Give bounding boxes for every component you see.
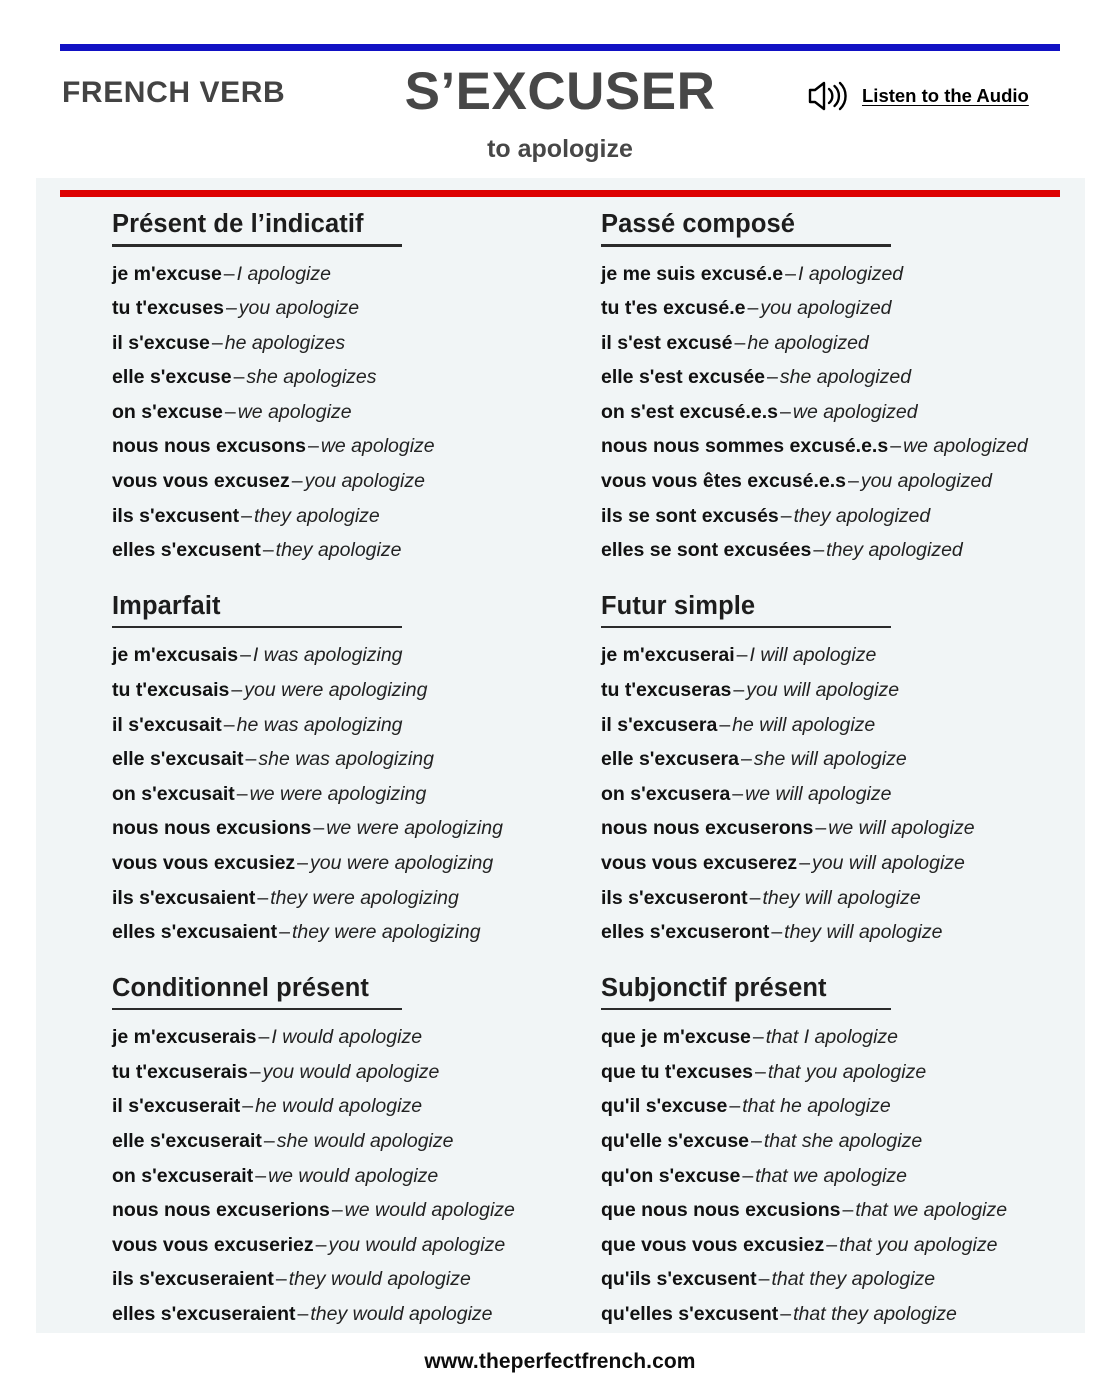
conjugation-row [601, 811, 1085, 846]
separator-dash: – [240, 644, 251, 667]
french-form: tu t'excuserais [112, 1060, 248, 1083]
english-translation: we were apologizing [326, 817, 503, 840]
english-translation: I will apologize [749, 644, 877, 667]
french-form: qu'elles s'excusent [601, 1302, 779, 1325]
english-translation: we will apologize [745, 782, 892, 805]
section-subjonctif-present [601, 972, 1085, 1332]
french-form: ils se sont excusés [601, 504, 779, 527]
separator-dash: – [224, 400, 236, 423]
french-form: tu t'excusais [112, 678, 230, 701]
conjugation-row [601, 429, 1085, 464]
section-title: Imparfait [112, 591, 221, 620]
separator-dash: – [241, 504, 252, 527]
conjugation-row [112, 257, 541, 292]
conjugation-row [112, 673, 541, 708]
section-underline [601, 244, 891, 247]
separator-dash: – [263, 1129, 275, 1152]
section-title: Subjonctif présent [601, 973, 827, 1002]
french-form: on s'est excusé.e.s [601, 400, 778, 423]
separator-dash: – [767, 366, 778, 389]
english-translation: they will apologize [762, 886, 921, 909]
separator-dash: – [799, 851, 811, 874]
conjugation-row [601, 1055, 1085, 1090]
separator-dash: – [785, 262, 796, 285]
separator-dash: – [813, 539, 825, 562]
conjugation-row [112, 708, 541, 743]
section-imparfait [112, 590, 541, 950]
french-form: ils s'excusaient [112, 886, 256, 909]
english-translation: you would apologize [328, 1233, 506, 1256]
page-footer [0, 1333, 1120, 1400]
english-translation: you will apologize [746, 678, 900, 701]
english-translation: you will apologize [812, 851, 965, 874]
separator-dash: – [313, 817, 325, 840]
conjugation-list [112, 638, 541, 949]
separator-dash: – [233, 366, 245, 389]
separator-dash: – [262, 539, 274, 562]
separator-dash: – [315, 1233, 327, 1256]
english-translation: you were apologizing [244, 678, 428, 701]
conjugation-row [601, 742, 1085, 777]
conjugation-list [112, 1020, 541, 1331]
english-translation: she would apologize [276, 1129, 454, 1152]
separator-dash: – [742, 1164, 754, 1187]
english-translation: that we apologize [855, 1199, 1008, 1222]
french-form: elles s'excuseraient [112, 1302, 296, 1325]
section-underline [601, 1008, 891, 1011]
conjugation-row [601, 846, 1085, 881]
section-title: Conditionnel présent [112, 973, 369, 1002]
separator-dash: – [780, 400, 791, 423]
french-form: nous nous excusons [112, 435, 306, 458]
separator-dash: – [225, 297, 237, 320]
french-form: vous vous êtes excusé.e.s [601, 470, 846, 493]
conjugation-row [112, 846, 541, 881]
separator-dash: – [297, 851, 309, 874]
english-translation: that I apologize [765, 1026, 899, 1049]
separator-dash: – [755, 1060, 766, 1083]
conjugation-row [112, 464, 541, 499]
french-form: vous vous excusez [112, 470, 290, 493]
page-header [0, 0, 1120, 178]
conjugation-row [112, 1020, 541, 1055]
section-present-de-l-indicatif [112, 208, 541, 568]
conjugation-row [601, 1089, 1085, 1124]
separator-dash: – [741, 748, 752, 771]
separator-dash: – [733, 678, 745, 701]
separator-dash: – [815, 817, 827, 840]
english-translation: they would apologize [310, 1302, 493, 1325]
french-form: elle s'excusera [601, 748, 739, 771]
english-translation: she was apologizing [258, 748, 434, 771]
french-form: que je m'excuse [601, 1026, 751, 1049]
french-form: elle s'est excusée [601, 366, 766, 389]
english-translation: she apologizes [246, 366, 377, 389]
conjugation-columns [36, 208, 1085, 1352]
site-url: www.theperfectfrench.com [424, 1350, 696, 1373]
conjugation-row [112, 1297, 541, 1332]
french-form: que vous vous excusiez [601, 1233, 825, 1256]
english-translation: they were apologizing [291, 921, 481, 944]
english-translation: they apologize [275, 539, 402, 562]
conjugation-row [112, 1159, 541, 1194]
english-translation: we would apologize [344, 1199, 515, 1222]
english-translation: they will apologize [784, 921, 943, 944]
french-form: qu'ils s'excusent [601, 1268, 757, 1291]
english-translation: that you apologize [767, 1060, 927, 1083]
right-column [541, 208, 1085, 1352]
english-translation: that she apologize [763, 1129, 923, 1152]
conjugation-row [112, 429, 541, 464]
conjugation-panel [36, 178, 1085, 1333]
conjugation-row [112, 499, 541, 534]
french-form: il s'excusera [601, 713, 718, 736]
english-translation: we would apologize [268, 1164, 439, 1187]
conjugation-row [112, 395, 541, 430]
separator-dash: – [732, 782, 744, 805]
french-form: je m'excusais [112, 644, 239, 667]
english-translation: he will apologize [732, 713, 876, 736]
conjugation-list [601, 257, 1085, 568]
separator-dash: – [771, 921, 783, 944]
conjugation-row [601, 777, 1085, 812]
conjugation-row [112, 1089, 541, 1124]
french-form: on s'excuse [112, 400, 223, 423]
english-translation: you apologize [304, 470, 425, 493]
french-form: il s'excuse [112, 331, 210, 354]
english-translation: you apologize [238, 297, 360, 320]
speaker-icon [808, 78, 850, 114]
english-translation: we apologize [237, 400, 352, 423]
french-form: qu'il s'excuse [601, 1095, 728, 1118]
english-translation: that you apologize [839, 1233, 998, 1256]
english-translation: we apologize [320, 435, 435, 458]
conjugation-row [601, 464, 1085, 499]
left-column [36, 208, 541, 1352]
separator-dash: – [307, 435, 319, 458]
french-form: que tu t'excuses [601, 1060, 754, 1083]
separator-dash: – [747, 297, 759, 320]
conjugation-row [601, 395, 1085, 430]
conjugation-row [112, 1055, 541, 1090]
english-translation: he apologizes [224, 331, 346, 354]
separator-dash: – [257, 886, 269, 909]
listen-audio-link[interactable] [808, 78, 1029, 114]
french-form: ils s'excuseraient [112, 1268, 274, 1291]
french-form: tu t'excuses [112, 297, 224, 320]
french-form: tu t'es excusé.e [601, 297, 746, 320]
french-form: elle s'excuserait [112, 1129, 262, 1152]
separator-dash: – [242, 1095, 254, 1118]
conjugation-row [601, 1193, 1085, 1228]
english-translation: you apologized [760, 297, 892, 320]
section-title: Présent de l’indicatif [112, 210, 364, 238]
english-translation: that we apologize [755, 1164, 907, 1187]
section-conditionnel-present [112, 972, 541, 1332]
conjugation-row [112, 1193, 541, 1228]
french-form: vous vous excusiez [112, 851, 296, 874]
listen-audio-label: Listen to the Audio [862, 85, 1029, 106]
separator-dash: – [331, 1199, 343, 1222]
french-form: je m'excuse [112, 262, 222, 285]
english-translation: I would apologize [271, 1026, 423, 1049]
conjugation-row [112, 881, 541, 916]
french-form: ils s'excuseront [601, 886, 748, 909]
french-form: vous vous excuserez [601, 851, 798, 874]
english-translation: they apologize [253, 504, 380, 527]
conjugation-row [112, 360, 541, 395]
section-underline [112, 626, 402, 629]
french-form: je me suis excusé.e [601, 262, 784, 285]
french-form: elle s'excuse [112, 366, 232, 389]
conjugation-row [112, 291, 541, 326]
french-form: je m'excuserais [112, 1026, 257, 1049]
verb-title-block [330, 62, 790, 163]
french-form: tu t'excuseras [601, 678, 732, 701]
english-translation: he apologized [747, 331, 869, 354]
french-form: elles s'excusaient [112, 921, 278, 944]
english-translation: that he apologize [742, 1095, 891, 1118]
separator-dash: – [236, 782, 248, 805]
conjugation-row [601, 708, 1085, 743]
french-form: on s'excusera [601, 782, 731, 805]
conjugation-row [601, 326, 1085, 361]
french-form: il s'est excusé [601, 331, 733, 354]
separator-dash: – [279, 921, 290, 944]
separator-dash: – [258, 1026, 270, 1049]
separator-dash: – [249, 1060, 261, 1083]
conjugation-row [112, 326, 541, 361]
french-form: nous nous excusions [112, 817, 312, 840]
french-form: on s'excuserait [112, 1164, 254, 1187]
separator-dash: – [231, 678, 243, 701]
conjugation-row [601, 257, 1085, 292]
english-translation: they were apologizing [270, 886, 459, 909]
separator-dash: – [223, 262, 235, 285]
french-form: on s'excusait [112, 782, 235, 805]
english-translation: they apologized [793, 504, 931, 527]
french-form: il s'excuserait [112, 1095, 241, 1118]
separator-dash: – [223, 713, 235, 736]
separator-dash: – [780, 1302, 792, 1325]
header-row [0, 62, 1120, 163]
verb-translation: to apologize [487, 135, 633, 163]
conjugation-row [112, 1124, 541, 1159]
conjugation-row [601, 291, 1085, 326]
conjugation-row [112, 638, 541, 673]
conjugation-row [601, 533, 1085, 568]
english-translation: I was apologizing [252, 644, 403, 667]
red-divider-bar [60, 190, 1060, 197]
separator-dash: – [211, 331, 223, 354]
conjugation-row [601, 1297, 1085, 1332]
english-translation: you apologized [860, 470, 993, 493]
separator-dash: – [752, 1026, 764, 1049]
conjugation-row [112, 1228, 541, 1263]
separator-dash: – [255, 1164, 267, 1187]
separator-dash: – [842, 1199, 854, 1222]
english-translation: they apologized [826, 539, 963, 562]
english-translation: I apologize [236, 262, 331, 285]
english-translation: you were apologizing [310, 851, 494, 874]
french-form: elles s'excusent [112, 539, 261, 562]
french-form: je m'excuserai [601, 644, 735, 667]
conjugation-row [601, 673, 1085, 708]
separator-dash: – [749, 886, 761, 909]
english-translation: that they apologize [771, 1268, 936, 1291]
conjugation-row [601, 1124, 1085, 1159]
separator-dash: – [847, 470, 859, 493]
conjugation-row [112, 1262, 541, 1297]
separator-dash: – [719, 713, 731, 736]
conjugation-row [601, 1159, 1085, 1194]
conjugation-row [601, 499, 1085, 534]
conjugation-row [112, 811, 541, 846]
separator-dash: – [780, 504, 792, 527]
conjugation-row [601, 1228, 1085, 1263]
french-form: ils s'excusent [112, 504, 240, 527]
conjugation-row [601, 1020, 1085, 1055]
french-form: que nous nous excusions [601, 1199, 841, 1222]
section-title: Passé composé [601, 210, 796, 238]
conjugation-row [112, 533, 541, 568]
french-form: qu'on s'excuse [601, 1164, 741, 1187]
section-underline [112, 1008, 402, 1011]
english-translation: that they apologize [793, 1302, 957, 1325]
conjugation-row [601, 360, 1085, 395]
french-form: elles s'excuseront [601, 921, 770, 944]
english-translation: we apologized [903, 435, 1028, 458]
separator-dash: – [890, 435, 902, 458]
english-translation: she apologized [779, 366, 912, 389]
section-passe-compose [601, 208, 1085, 568]
separator-dash: – [291, 470, 303, 493]
conjugation-row [601, 881, 1085, 916]
english-translation: we were apologizing [249, 782, 427, 805]
section-underline [112, 244, 402, 247]
english-translation: he was apologizing [236, 713, 403, 736]
french-form: il s'excusait [112, 713, 222, 736]
separator-dash: – [734, 331, 746, 354]
english-translation: we will apologize [828, 817, 975, 840]
section-underline [601, 626, 891, 629]
conjugation-row [112, 915, 541, 950]
conjugation-row [601, 1262, 1085, 1297]
conjugation-row [601, 638, 1085, 673]
french-form: qu'elle s'excuse [601, 1129, 750, 1152]
separator-dash: – [736, 644, 748, 667]
french-form: elles se sont excusées [601, 539, 812, 562]
french-form: nous nous excuserions [112, 1199, 330, 1222]
english-translation: we apologized [792, 400, 918, 423]
english-translation: she will apologize [753, 748, 907, 771]
separator-dash: – [729, 1095, 741, 1118]
french-form: nous nous sommes excusé.e.s [601, 435, 889, 458]
conjugation-list [601, 1020, 1085, 1331]
english-translation: you would apologize [262, 1060, 440, 1083]
separator-dash: – [275, 1268, 287, 1291]
page-title: S’EXCUSER [404, 62, 716, 121]
french-form: elle s'excusait [112, 748, 244, 771]
separator-dash: – [826, 1233, 838, 1256]
french-form: vous vous excuseriez [112, 1233, 314, 1256]
separator-dash: – [758, 1268, 770, 1291]
conjugation-row [112, 742, 541, 777]
conjugation-list [601, 638, 1085, 949]
separator-dash: – [245, 748, 257, 771]
kicker-label: FRENCH VERB [62, 76, 286, 109]
blue-divider-bar [60, 44, 1060, 51]
conjugation-row [112, 777, 541, 812]
separator-dash: – [297, 1302, 309, 1325]
english-translation: they would apologize [288, 1268, 471, 1291]
section-title: Futur simple [601, 591, 756, 620]
section-futur-simple [601, 590, 1085, 950]
separator-dash: – [751, 1129, 762, 1152]
conjugation-row [601, 915, 1085, 950]
english-translation: I apologized [797, 262, 904, 285]
french-form: nous nous excuserons [601, 817, 814, 840]
conjugation-list [112, 257, 541, 568]
english-translation: he would apologize [255, 1095, 423, 1118]
